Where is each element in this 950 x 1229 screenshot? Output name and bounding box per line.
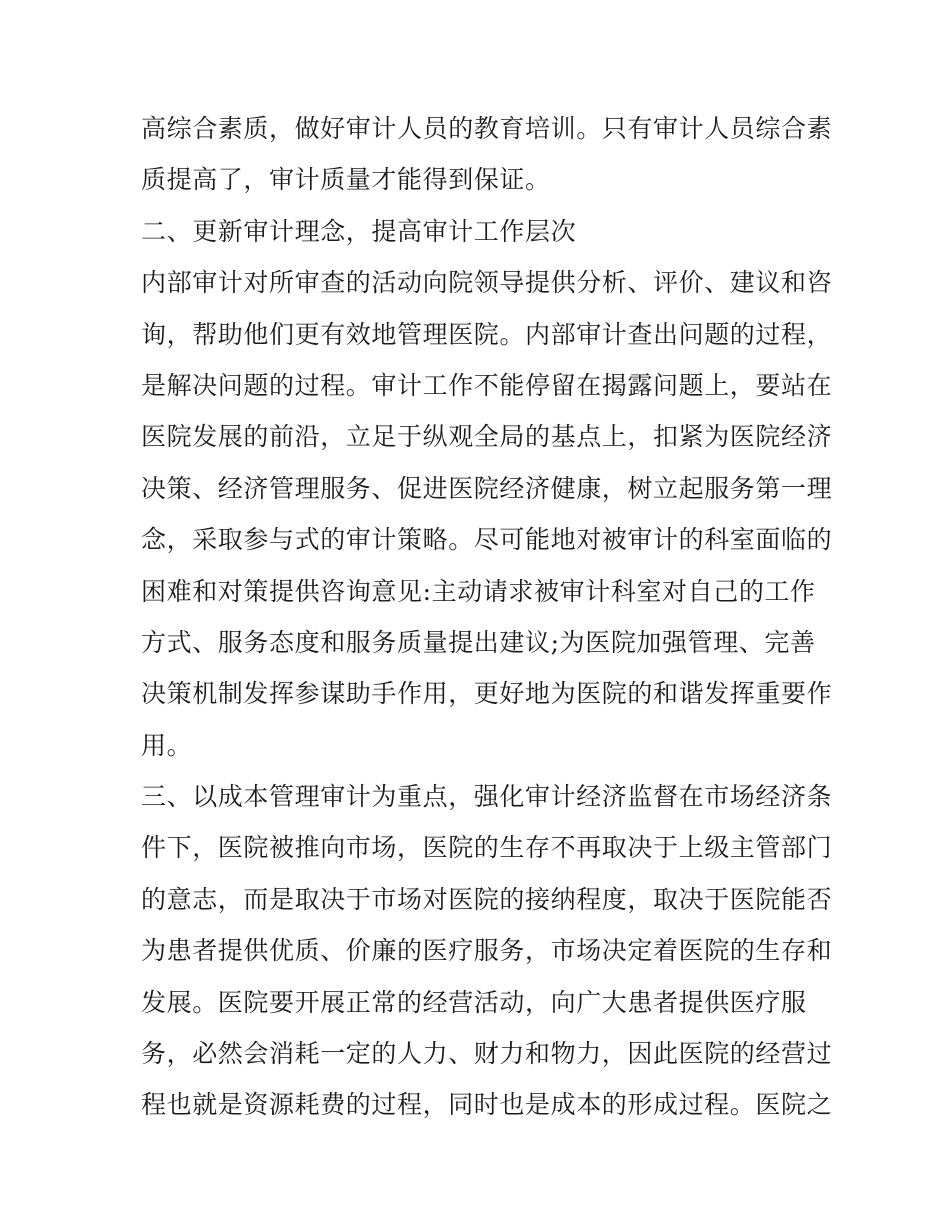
text-line: 程也就是资源耗费的过程，同时也是成本的形成过程。医院之 [141,1090,833,1120]
text-line: 为患者提供优质、价廉的医疗服务，市场决定着医院的生存和 [141,936,833,966]
section-heading: 二、更新审计理念，提高审计工作层次 [141,216,577,246]
text-line: 质提高了，审计质量才能得到保证。 [141,165,551,195]
text-line: 医院发展的前沿，立足于纵观全局的基点上，扣紧为医院经济 [141,422,833,452]
text-line: 困难和对策提供咨询意见:主动请求被审计科室对自己的工作 [141,576,816,606]
text-line: 询，帮助他们更有效地管理医院。内部审计查出问题的过程， [141,319,833,349]
text-line: 内部审计对所审查的活动向院领导提供分析、评价、建议和咨 [141,268,833,298]
text-line: 用。 [141,730,193,760]
body-text [141,103,833,1131]
text-line: 的意志，而是取决于市场对医院的接纳程度，取决于医院能否 [141,884,833,914]
text-line: 高综合素质，做好审计人员的教育培训。只有审计人员综合素 [141,114,833,143]
text-line: 念，采取参与式的审计策略。尽可能地对被审计的科室面临的 [141,525,833,555]
text-line: 方式、服务态度和服务质量提出建议;为医院加强管理、完善 [141,627,816,657]
text-line: 决策、经济管理服务、促进医院经济健康，树立起服务第一理 [141,473,833,503]
section-heading: 三、以成本管理审计为重点，强化审计经济监督在市场经济条 [141,782,833,812]
text-line: 件下，医院被推向市场，医院的生存不再取决于上级主管部门 [141,833,833,863]
text-line: 发展。医院要开展正常的经营活动，向广大患者提供医疗服 [141,987,807,1017]
text-line: 决策机制发挥参谋助手作用，更好地为医院的和谐发挥重要作 [141,679,833,709]
text-line: 务，必然会消耗一定的人力、财力和物力，因此医院的经营过 [141,1039,833,1069]
text-line: 是解决问题的过程。审计工作不能停留在揭露问题上，要站在 [141,370,833,400]
